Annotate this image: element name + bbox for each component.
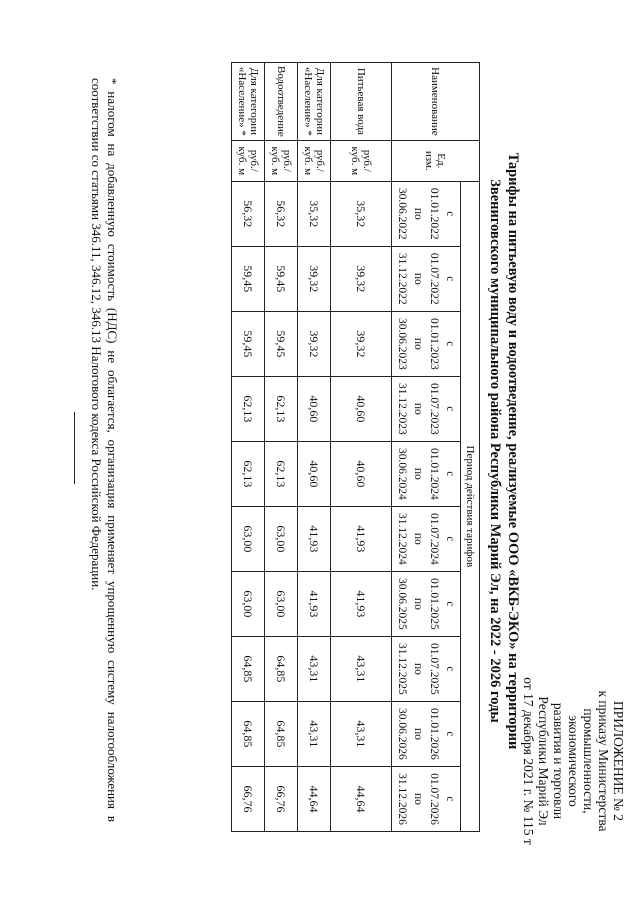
tariff-value: 59,45 <box>232 246 265 311</box>
row-name: Питьевая вода <box>331 63 392 141</box>
table-row <box>331 63 392 832</box>
tariff-value: 62,13 <box>265 441 298 506</box>
annex-line: развития и торговли <box>551 702 566 820</box>
tariff-value: 59,45 <box>265 246 298 311</box>
annex-line: ПРИЛОЖЕНИЕ № 2 <box>611 700 626 822</box>
tariff-value: 64,85 <box>265 636 298 701</box>
tariff-value: 56,32 <box>232 181 265 246</box>
tariff-value: 43,31 <box>298 701 331 766</box>
tariff-value: 63,00 <box>265 506 298 571</box>
tariff-value: 44,64 <box>298 766 331 831</box>
tariff-value: 63,00 <box>232 571 265 636</box>
tariff-value: 43,31 <box>331 701 392 766</box>
tariff-value: 59,45 <box>265 311 298 376</box>
table-header-row <box>461 63 480 832</box>
tariff-value: 62,13 <box>232 441 265 506</box>
tariff-value: 66,76 <box>265 766 298 831</box>
tariff-value: 39,32 <box>331 246 392 311</box>
row-unit: руб./ куб. м <box>298 140 331 181</box>
table-row <box>298 63 331 832</box>
period-header: с 01.01.2022 по 30.06.2022 <box>392 181 461 246</box>
period-header: с 01.07.2025 по 31.12.2025 <box>392 636 461 701</box>
tariff-value: 62,13 <box>232 376 265 441</box>
tariff-value: 41,93 <box>331 571 392 636</box>
row-unit: руб./ куб. м <box>265 140 298 181</box>
row-name: Водоотведение <box>265 63 298 141</box>
tariff-value: 40,60 <box>331 376 392 441</box>
row-unit: руб./ куб. м <box>331 140 392 181</box>
period-header: с 01.01.2026 по 30.06.2026 <box>392 701 461 766</box>
tariff-value: 40,60 <box>298 376 331 441</box>
tariff-value: 59,45 <box>232 311 265 376</box>
annex-line: Республики Марий Эл <box>536 696 551 826</box>
tariff-value: 39,32 <box>331 311 392 376</box>
column-header-unit: Ед. изм. <box>392 140 480 181</box>
row-name: Для категории «Население» * <box>298 63 331 141</box>
tariff-value: 41,93 <box>331 506 392 571</box>
tariff-value: 62,13 <box>265 376 298 441</box>
annex-line: промышленности, экономического <box>566 708 596 814</box>
tariff-value: 66,76 <box>232 766 265 831</box>
title-line-2: Звениговского муниципального района Республики Марий Эл, на 2022 - 2026 годы <box>487 179 503 723</box>
title-line-1: Тарифы на питьевую воду и водоотведение, реализуемые ООО «ВКБ-ЭКО» на территории <box>505 152 521 750</box>
document-title <box>486 0 522 902</box>
table-row <box>232 63 265 832</box>
period-header: с 01.07.2026 по 31.12.2026 <box>392 766 461 831</box>
period-header: с 01.07.2023 по 31.12.2023 <box>392 376 461 441</box>
tariffs-table <box>231 62 480 832</box>
column-header-name: Наименование <box>392 63 480 141</box>
period-header: с 01.07.2022 по 31.12.2022 <box>392 246 461 311</box>
tariff-value: 43,31 <box>298 636 331 701</box>
tariff-value: 39,32 <box>298 311 331 376</box>
row-unit: руб./ куб. м <box>232 140 265 181</box>
tariff-value: 63,00 <box>232 506 265 571</box>
tariff-value: 64,85 <box>232 636 265 701</box>
period-header: с 01.01.2023 по 30.06.2023 <box>392 311 461 376</box>
tariff-value: 63,00 <box>265 571 298 636</box>
tariff-value: 56,32 <box>265 181 298 246</box>
tariff-value: 41,93 <box>298 506 331 571</box>
period-header: с 01.01.2024 по 30.06.2024 <box>392 441 461 506</box>
annex-header <box>521 666 626 856</box>
annex-line: от 17 декабря 2021 г. № 115 т <box>521 677 536 845</box>
period-header: с 01.07.2024 по 31.12.2024 <box>392 506 461 571</box>
annex-line: к приказу Министерства <box>596 690 611 832</box>
tariff-value: 43,31 <box>331 636 392 701</box>
column-header-period: Период действия тарифов <box>461 181 480 831</box>
closing-rule <box>74 412 75 484</box>
tariff-value: 35,32 <box>298 181 331 246</box>
tariff-value: 41,93 <box>298 571 331 636</box>
period-header: с 01.01.2025 по 30.06.2025 <box>392 571 461 636</box>
tariff-value: 44,64 <box>331 766 392 831</box>
tariff-value: 39,32 <box>298 246 331 311</box>
table-row <box>265 63 298 832</box>
tariff-value: 35,32 <box>331 181 392 246</box>
tariff-value: 64,85 <box>265 701 298 766</box>
footnote: * налогом на добавленную стоимость (НДС) не облагается, организация применяет упрощенную систему налогообложения в соответствии со статьями 346.11, 346.12, 346.13 Налогового кодекса Российской Федерации. <box>89 78 120 822</box>
row-name: Для категории «Население» * <box>232 63 265 141</box>
tariff-value: 40,60 <box>331 441 392 506</box>
tariff-value: 40,60 <box>298 441 331 506</box>
tariff-value: 64,85 <box>232 701 265 766</box>
